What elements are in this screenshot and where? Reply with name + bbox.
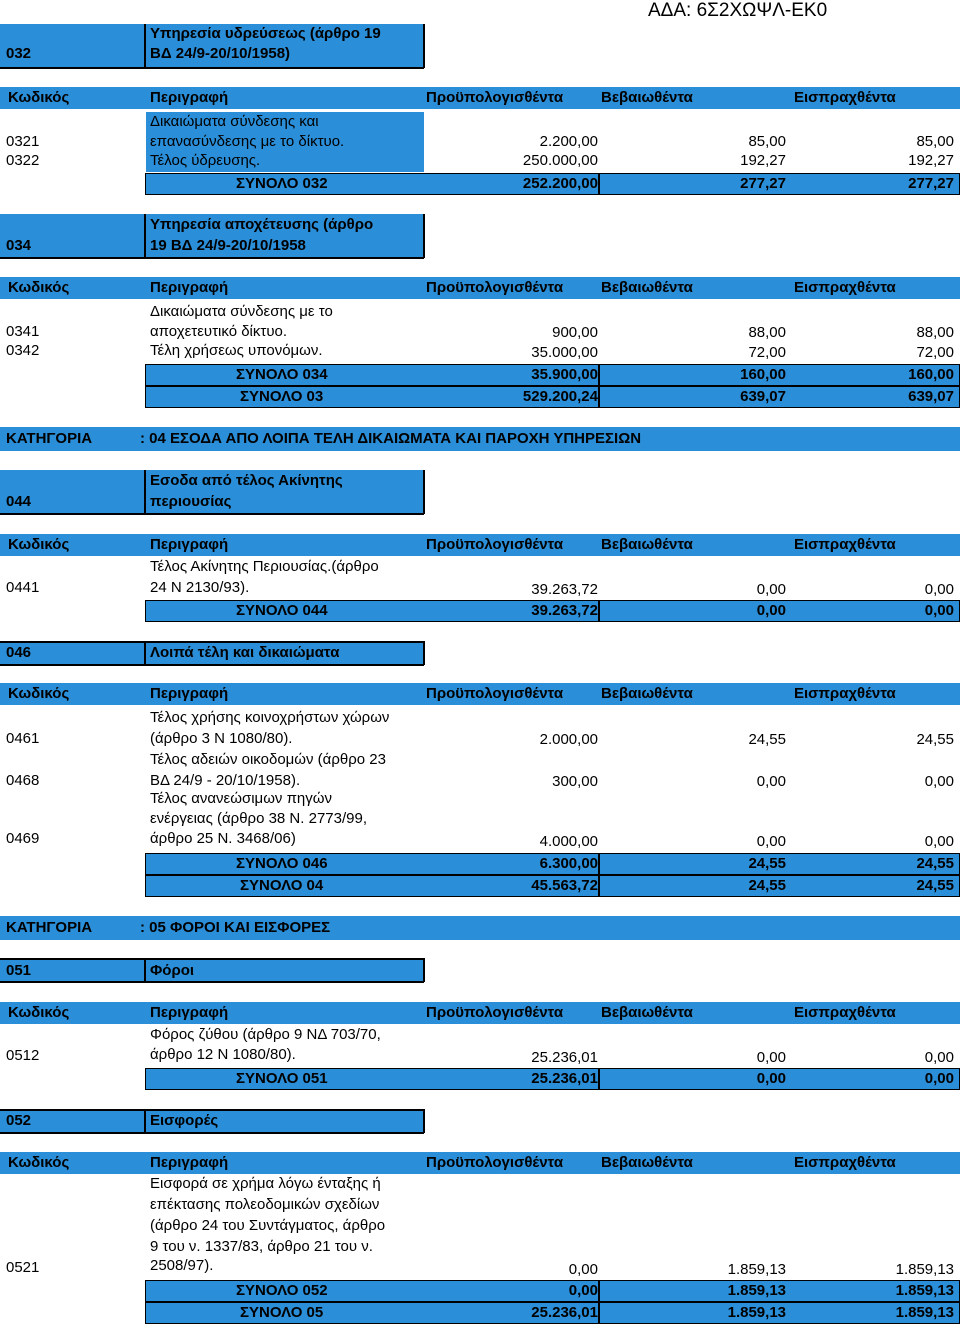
total-label: ΣΥΝΟΛΟ 044: [236, 602, 328, 619]
total-collected: 0,00: [924, 602, 954, 619]
row-code: 0461: [6, 730, 40, 747]
total-label: ΣΥΝΟΛΟ 05: [240, 1304, 324, 1321]
section-title: ΒΔ 24/9-20/10/1958): [150, 45, 291, 62]
total-assessed: 639,07: [740, 388, 786, 405]
row-description: Δικαιώματα σύνδεσης με το: [150, 303, 333, 320]
row-code: 0322: [6, 152, 40, 169]
total-label: ΣΥΝΟΛΟ 03: [240, 388, 324, 405]
col-collected: Εισπραχθέντα: [794, 1004, 896, 1021]
row-assessed: 88,00: [748, 324, 786, 341]
row-collected: 192,27: [908, 152, 954, 169]
col-description: Περιγραφή: [150, 536, 229, 553]
row-description: ενέργειας (άρθρο 38 Ν. 2773/99,: [150, 810, 367, 827]
row-budgeted: 4.000,00: [539, 833, 598, 850]
row-assessed: 0,00: [756, 1049, 786, 1066]
total-collected: 1.859,13: [895, 1304, 954, 1321]
col-assessed: Βεβαιωθέντα: [601, 279, 693, 296]
row-assessed: 192,27: [740, 152, 786, 169]
total-assessed: 24,55: [748, 855, 786, 872]
col-description: Περιγραφή: [150, 279, 229, 296]
row-collected: 0,00: [924, 1049, 954, 1066]
row-code: 0512: [6, 1047, 40, 1064]
col-description: Περιγραφή: [150, 1004, 229, 1021]
category-title: : 04 ΕΣΟΔΑ ΑΠΟ ΛΟΙΠΑ ΤΕΛΗ ΔΙΚΑΙΩΜΑΤΑ ΚΑΙ ΠΑΡΟΧΗ ΥΠΗΡΕΣΙΩΝ: [140, 430, 642, 447]
row-budgeted: 900,00: [552, 324, 598, 341]
total-assessed: 277,27: [740, 175, 786, 192]
section-title: περιουσίας: [150, 493, 232, 510]
col-collected: Εισπραχθέντα: [794, 1154, 896, 1171]
section-title: 19 ΒΔ 24/9-20/10/1958: [150, 237, 306, 254]
row-description: 24 Ν 2130/93).: [150, 579, 250, 596]
col-description: Περιγραφή: [150, 89, 229, 106]
total-collected: 24,55: [916, 877, 954, 894]
row-budgeted: 300,00: [552, 773, 598, 790]
total-label: ΣΥΝΟΛΟ 04: [240, 877, 324, 894]
section-code: 046: [6, 644, 32, 661]
row-description: Τέλος αδειών οικοδομών (άρθρο 23: [150, 751, 386, 768]
section-code: 052: [6, 1112, 32, 1129]
total-budgeted: 25.236,01: [531, 1070, 598, 1087]
total-budgeted: 45.563,72: [531, 877, 598, 894]
col-code: Κωδικός: [8, 536, 70, 553]
section-code: 034: [6, 237, 32, 254]
section-title: Λοιπά τέλη και δικαιώματα: [150, 644, 340, 661]
total-collected: 24,55: [916, 855, 954, 872]
total-assessed: 1.859,13: [727, 1282, 786, 1299]
col-collected: Εισπραχθέντα: [794, 536, 896, 553]
row-collected: 24,55: [916, 731, 954, 748]
col-budgeted: Προϋπολογισθέντα: [426, 279, 564, 296]
row-assessed: 1.859,13: [727, 1261, 786, 1278]
total-collected: 160,00: [908, 366, 954, 383]
row-code: 0521: [6, 1259, 40, 1276]
section-code: 032: [6, 45, 32, 62]
total-label: ΣΥΝΟΛΟ 046: [236, 855, 328, 872]
col-code: Κωδικός: [8, 685, 70, 702]
total-label: ΣΥΝΟΛΟ 052: [236, 1282, 328, 1299]
ada-code: ΑΔΑ: 6Σ2ΧΩΨΛ-ΕΚ0: [648, 0, 828, 21]
col-code: Κωδικός: [8, 279, 70, 296]
row-collected: 1.859,13: [895, 1261, 954, 1278]
row-assessed: 0,00: [756, 581, 786, 598]
total-assessed: 0,00: [756, 1070, 786, 1087]
total-collected: 0,00: [924, 1070, 954, 1087]
row-description: 2508/97).: [150, 1257, 214, 1274]
row-code: 0468: [6, 772, 40, 789]
row-code: 0341: [6, 323, 40, 340]
col-assessed: Βεβαιωθέντα: [601, 1154, 693, 1171]
total-budgeted: 252.200,00: [522, 175, 598, 192]
row-description: αποχετευτικό δίκτυο.: [150, 323, 288, 340]
section-title: Εισφορές: [150, 1112, 219, 1129]
row-description: ΒΔ 24/9 - 20/10/1958).: [150, 772, 301, 789]
row-budgeted: 2.200,00: [539, 133, 598, 150]
total-assessed: 0,00: [756, 602, 786, 619]
total-label: ΣΥΝΟΛΟ 032: [236, 175, 328, 192]
col-description: Περιγραφή: [150, 685, 229, 702]
row-collected: 72,00: [916, 344, 954, 361]
col-assessed: Βεβαιωθέντα: [601, 685, 693, 702]
col-collected: Εισπραχθέντα: [794, 89, 896, 106]
total-budgeted: 529.200,24: [522, 388, 598, 405]
section-code: 044: [6, 493, 32, 510]
col-code: Κωδικός: [8, 89, 70, 106]
row-budgeted: 25.236,01: [531, 1049, 598, 1066]
row-description: Δικαιώματα σύνδεσης και: [150, 113, 319, 130]
row-assessed: 0,00: [756, 773, 786, 790]
row-description: 9 του ν. 1337/83, άρθρο 21 του ν.: [150, 1238, 373, 1255]
category-title: : 05 ΦΟΡΟΙ ΚΑΙ ΕΙΣΦΟΡΕΣ: [140, 919, 331, 936]
section-code: 051: [6, 962, 32, 979]
col-assessed: Βεβαιωθέντα: [601, 536, 693, 553]
col-budgeted: Προϋπολογισθέντα: [426, 685, 564, 702]
section-051-header: [0, 958, 424, 982]
section-title: Υπηρεσία αποχέτευσης (άρθρο: [150, 216, 374, 233]
row-assessed: 72,00: [748, 344, 786, 361]
total-collected: 1.859,13: [895, 1282, 954, 1299]
col-budgeted: Προϋπολογισθέντα: [426, 536, 564, 553]
row-description: επέκτασης πολεοδομικών σχεδίων: [150, 1196, 380, 1213]
row-assessed: 85,00: [748, 133, 786, 150]
row-description: Τέλος Ακίνητης Περιουσίας.(άρθρο: [150, 558, 379, 575]
col-budgeted: Προϋπολογισθέντα: [426, 89, 564, 106]
row-assessed: 0,00: [756, 833, 786, 850]
section-title: Φόροι: [150, 962, 195, 979]
total-assessed: 160,00: [740, 366, 786, 383]
total-assessed: 1.859,13: [727, 1304, 786, 1321]
col-budgeted: Προϋπολογισθέντα: [426, 1004, 564, 1021]
row-description: επανασύνδεσης με το δίκτυο.: [150, 133, 345, 150]
total-label: ΣΥΝΟΛΟ 034: [236, 366, 328, 383]
category-label: ΚΑΤΗΓΟΡΙΑ: [6, 919, 93, 936]
category-label: ΚΑΤΗΓΟΡΙΑ: [6, 430, 93, 447]
col-description: Περιγραφή: [150, 1154, 229, 1171]
section-title: Εσοδα από τέλος Ακίνητης: [150, 472, 343, 489]
row-collected: 0,00: [924, 581, 954, 598]
row-description: άρθρο 25 Ν. 3468/06): [150, 830, 296, 847]
row-budgeted: 0,00: [568, 1261, 598, 1278]
row-collected: 85,00: [916, 133, 954, 150]
total-assessed: 24,55: [748, 877, 786, 894]
row-description: Φόρος ζύθου (άρθρο 9 ΝΔ 703/70,: [150, 1026, 381, 1043]
row-code: 0342: [6, 342, 40, 359]
row-budgeted: 250.000,00: [522, 152, 598, 169]
row-code: 0441: [6, 579, 40, 596]
total-budgeted: 35.900,00: [531, 366, 598, 383]
row-description: (άρθρο 24 του Συντάγματος, άρθρο: [150, 1217, 386, 1234]
row-budgeted: 39.263,72: [531, 581, 598, 598]
row-description: Εισφορά σε χρήμα λόγω ένταξης ή: [150, 1175, 381, 1192]
row-description: άρθρο 12 Ν 1080/80).: [150, 1046, 296, 1063]
col-collected: Εισπραχθέντα: [794, 279, 896, 296]
row-description: Τέλη χρήσεως υπονόμων.: [150, 342, 323, 359]
row-collected: 0,00: [924, 773, 954, 790]
total-budgeted: 0,00: [568, 1282, 598, 1299]
row-budgeted: 2.000,00: [539, 731, 598, 748]
row-description: Τέλος χρήσης κοινοχρήστων χώρων: [150, 709, 390, 726]
col-budgeted: Προϋπολογισθέντα: [426, 1154, 564, 1171]
col-assessed: Βεβαιωθέντα: [601, 1004, 693, 1021]
total-budgeted: 39.263,72: [531, 602, 598, 619]
section-title: Υπηρεσία υδρεύσεως (άρθρο 19: [150, 25, 381, 42]
row-description: Τέλος ανανεώσιμων πηγών: [150, 790, 332, 807]
row-assessed: 24,55: [748, 731, 786, 748]
col-code: Κωδικός: [8, 1004, 70, 1021]
row-collected: 88,00: [916, 324, 954, 341]
total-collected: 277,27: [908, 175, 954, 192]
col-code: Κωδικός: [8, 1154, 70, 1171]
row-description: (άρθρο 3 Ν 1080/80).: [150, 730, 293, 747]
row-description: Τέλος ύδρευσης.: [150, 152, 261, 169]
row-code: 0321: [6, 133, 40, 150]
total-budgeted: 6.300,00: [539, 855, 598, 872]
col-collected: Εισπραχθέντα: [794, 685, 896, 702]
row-code: 0469: [6, 830, 40, 847]
total-budgeted: 25.236,01: [531, 1304, 598, 1321]
total-label: ΣΥΝΟΛΟ 051: [236, 1070, 328, 1087]
row-budgeted: 35.000,00: [531, 344, 598, 361]
row-collected: 0,00: [924, 833, 954, 850]
total-collected: 639,07: [908, 388, 954, 405]
col-assessed: Βεβαιωθέντα: [601, 89, 693, 106]
